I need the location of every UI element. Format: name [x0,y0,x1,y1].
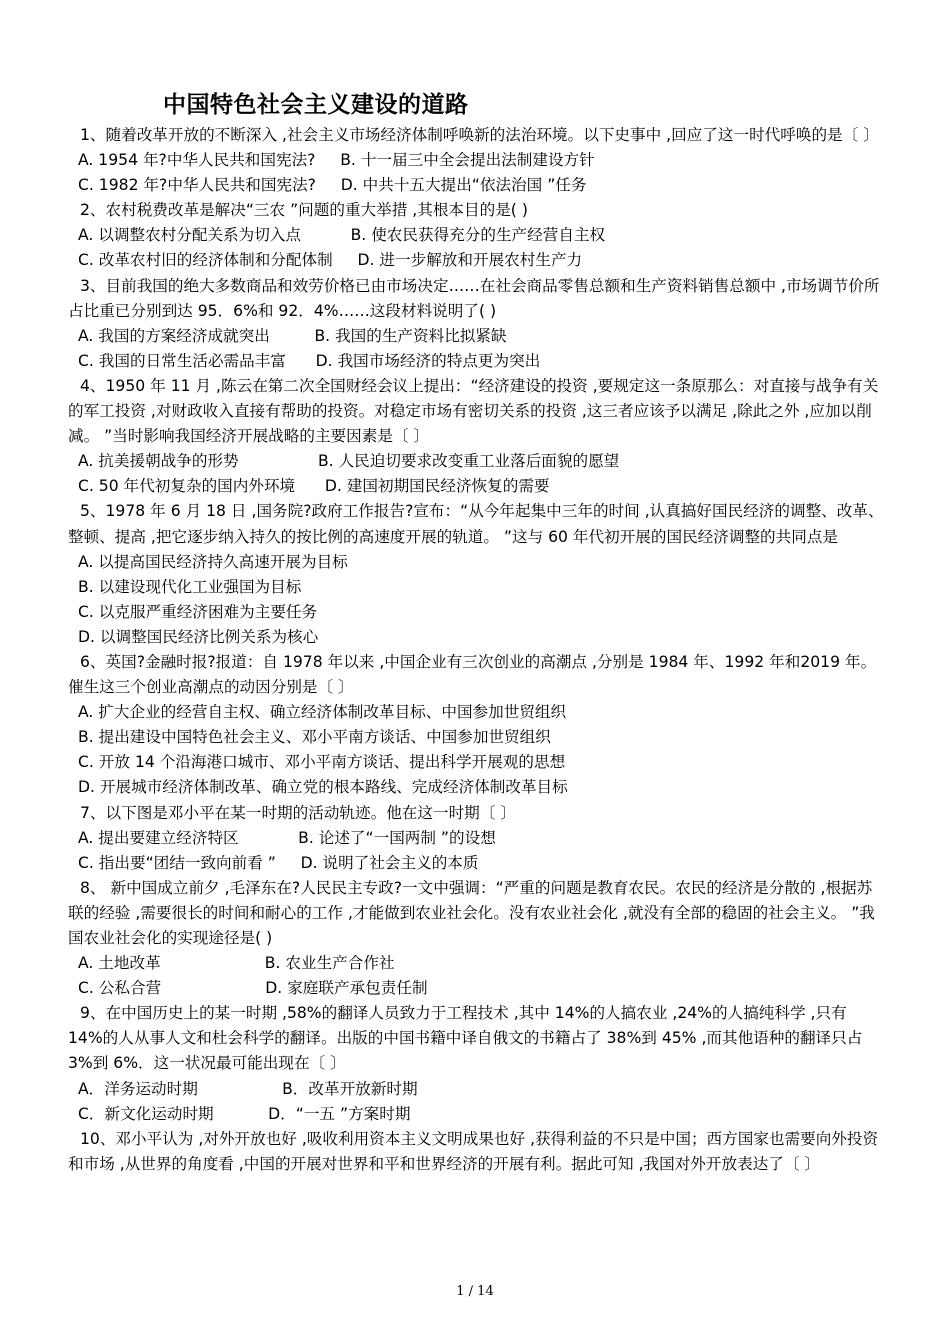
answer-options-line: D. 以调整国民经济比例关系为核心 [78,627,319,646]
answer-options-line: A. 抗美援朝战争的形势 B. 人民迫切要求改变重工业落后面貌的愿望 [78,452,620,471]
answer-options-line: D. 开展城市经济体制改革、确立党的根本路线、完成经济体制改革目标 [78,778,568,797]
answer-options-line: A. 以提高国民经济持久高速开展为目标 [78,552,348,571]
answer-options-line: C. 50 年代初复杂的国内外环境 D. 建国初期国民经济恢复的需要 [78,477,550,496]
answer-options-line: B. 以建设现代化工业强国为目标 [78,577,302,596]
question-stem: 3、目前我国的绝大多数商品和效劳价格已由市场决定……在社会商品零售总额和生产资料销售总额中 ,市场调节价所占比重已分别到达 95．6%和 92．4%……这段材料说明了( ) [68,276,880,320]
question-stem: 8、 新中国成立前夕 ,毛泽东在?人民民主专政?一文中强调：“严重的问题是教育农民。农民的经济是分散的 ,根据苏联的经验 ,需要很长的时间和耐心的工作 ,才能做到农业社会化。没有农业社会化 ,就没有全部的稳固的社会主义。 ”我国农业社会化的实现途径是( ) [68,878,875,947]
answer-options-line: A. 提出要建立经济特区 B. 论述了“一国两制 ”的设想 [78,828,496,847]
question-list [68,123,884,1177]
answer-options-line: A. 我国的方案经济成就突出 B. 我国的生产资料比拟紧缺 [78,326,507,345]
answer-options-line: C. 开放 14 个沿海港口城市、邓小平南方谈话、提出科学开展观的思想 [78,753,566,772]
answer-options-line: C. 指出要“团结一致向前看 ” D. 说明了社会主义的本质 [78,853,479,872]
answer-options-line: C. 1982 年?中华人民共和国宪法? D. 中共十五大提出“依法治国 ”任务 [78,176,587,195]
question-stem: 9、在中国历史上的某一时期 ,58%的翻译人员致力于工程技术 ,其中 14%的人搞农业 ,24%的人搞纯科学 ,只有 14%的人从事人文和杜会科学的翻译。出版的中国书籍中译自俄文的书籍占了 38%到 45% ,而其他语种的翻译只占 3%到 6%．这一状况最可能出现在〔 〕 [68,1004,863,1073]
answer-options-line: A．洋务运动时期 B．改革开放新时期 [78,1079,418,1098]
question-stem: 1、随着改革开放的不断深入 ,社会主义市场经济体制呼唤新的法治环境。以下史事中 ,回应了这一时代呼唤的是〔 〕 [80,126,879,144]
question-stem: 4、1950 年 11 月 ,陈云在第二次全国财经会议上提出：“经济建设的投资 ,要规定这一条原那么：对直接与战争有关的军工投资 ,对财政收入直接有帮助的投资。对稳定市场有密切关系的投资 ,这三者应该予以满足 ,除此之外 ,应加以削减。 ”当时影响我国经济开展战略的主要因素是〔 〕 [68,376,879,446]
answer-options-line: B. 提出建设中国特色社会主义、邓小平南方谈话、中国参加世贸组织 [78,728,551,747]
answer-options-line: C. 我国的日常生活必需品丰富 D. 我国市场经济的特点更为突出 [78,351,541,370]
answer-options-line: A. 以调整农村分配关系为切入点 B. 使农民获得充分的生产经营自主权 [78,226,606,245]
answer-options-line: A. 1954 年?中华人民共和国宪法? B. 十一届三中全会提出法制建设方针 [78,151,595,170]
question-stem: 10、邓小平认为 ,对外开放也好 ,吸收利用资本主义文明成果也好 ,获得利益的不只是中国；西方国家也需要向外投资和市场 ,从世界的角度看 ,中国的开展对世界和平和世界经济的开展有利。据此可知 ,我国对外开放表达了〔 〕 [68,1129,879,1173]
question-stem: 2、农村税费改革是解决“三农 ”问题的重大举措 ,其根本目的是( ) [80,201,528,220]
answer-options-line: C. 改革农村旧的经济体制和分配体制 D. 进一步解放和开展农村生产力 [78,251,583,270]
answer-options-line: C. 公私合营 D. 家庭联产承包责任制 [78,979,428,998]
question-stem: 6、英国?金融时报?报道：自 1978 年以来 ,中国企业有三次创业的高潮点 ,分别是 1984 年、1992 年和2019 年。催生这三个创业高潮点的动因分别是〔 〕 [68,652,877,697]
question-stem: 5、1978 年 6 月 18 日 ,国务院?政府工作报告?宣布：“从今年起集中三年的时间 ,认真搞好国民经济的调整、改革、整顿、提高 ,把它逐步纳入持久的按比例的高速度开展的轨道。 ”这与 60 年代初开展的国民经济调整的共同点是 [68,502,884,546]
page-number: 1 / 14 [456,1284,494,1299]
answer-options-line: A. 扩大企业的经营自主权、确立经济体制改革目标、中国参加世贸组织 [78,703,567,722]
answer-options-line: C. 以克服严重经济困难为主要任务 [78,602,318,621]
question-stem: 7、以下图是邓小平在某一时期的活动轨迹。他在这一时期〔 〕 [80,803,516,822]
answer-options-line: A. 土地改革 B. 农业生产合作社 [78,954,395,973]
page-title: 中国特色社会主义建设的道路 [163,92,469,118]
answer-options-line: C．新文化运动时期 D．“一五 ”方案时期 [78,1104,411,1123]
